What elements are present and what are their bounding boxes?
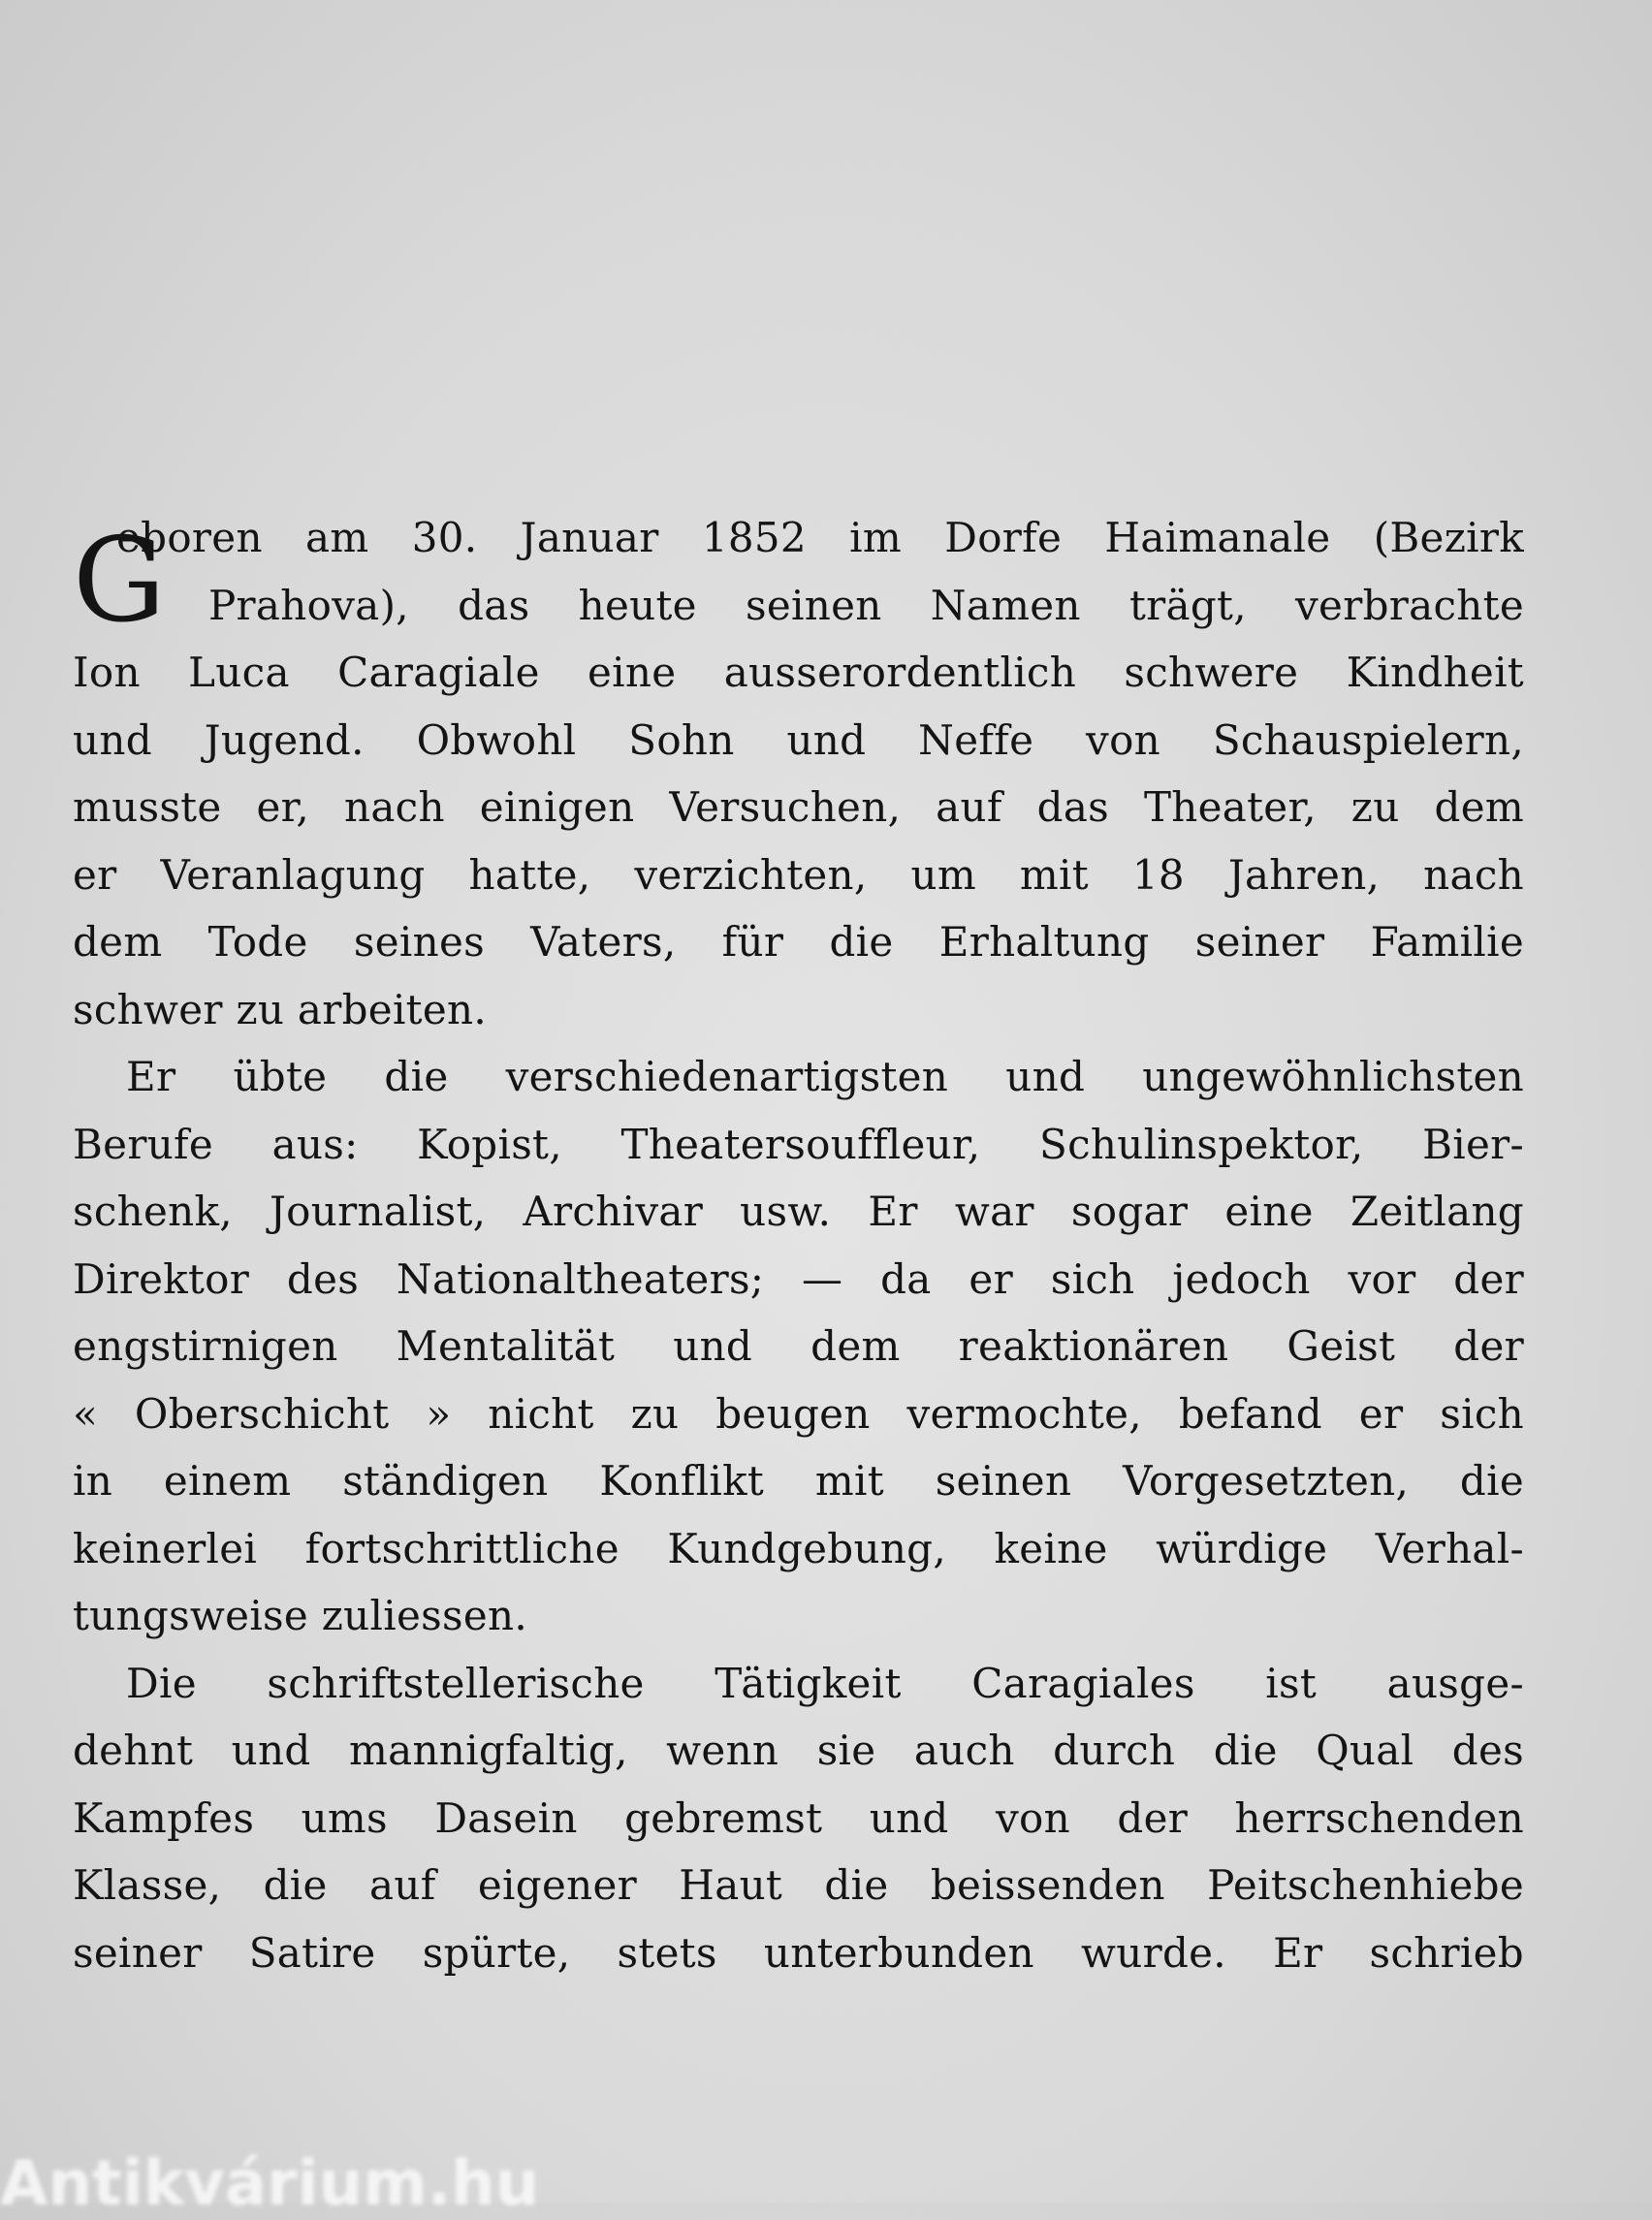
text-line: schenk, Journalist, Archivar usw. Er war sogar eine Zeitlang xyxy=(73,1188,1524,1235)
text-line: engstirnigen Mentalität und dem reaktionären Geist der xyxy=(73,1322,1524,1370)
watermark: Antikvárium.hu xyxy=(0,2148,540,2220)
text-line: keinerlei fortschrittliche Kundgebung, keine würdige Verhal- xyxy=(73,1524,1524,1572)
text-line: und Jugend. Obwohl Sohn und Neffe von Schauspielern, xyxy=(73,715,1524,764)
text-line: dem Tode seines Vaters, für die Erhaltung seiner Familie xyxy=(73,918,1524,966)
text-line: Prahova), das heute seinen Namen trägt, verbrachte xyxy=(208,581,1524,629)
text-line: Klasse, die auf eigener Haut die beissenden Peitschenhiebe xyxy=(73,1861,1524,1909)
text-line: tungsweise zuliessen. xyxy=(73,1592,527,1639)
text-line: « Oberschicht » nicht zu beugen vermochte, befand er sich xyxy=(73,1389,1524,1438)
drop-cap: G xyxy=(73,514,166,649)
page-text xyxy=(73,504,1524,1986)
text-line: in einem ständigen Konflikt mit seinen Vorgesetzten, die xyxy=(73,1457,1524,1505)
text-line: eboren am 30. Januar 1852 im Dorfe Haimanale (Bezirk xyxy=(116,514,1524,561)
text-line: schwer zu arbeiten. xyxy=(73,985,488,1033)
text-line: Kampfes ums Dasein gebremst und von der herrschenden xyxy=(73,1793,1524,1842)
text-line: er Veranlagung hatte, verzichten, um mit 18 Jahren, nach xyxy=(73,850,1524,899)
text-line: Ion Luca Caragiale eine ausserordentlich schwere Kindheit xyxy=(73,649,1524,696)
text-line: Direktor des Nationaltheaters; — da er sich jedoch vor der xyxy=(73,1254,1524,1303)
text-line: Er übte die verschiedenartigsten und ungewöhnlichsten xyxy=(126,1053,1524,1100)
text-line: Die schriftstellerische Tätigkeit Caragiales ist ausge- xyxy=(126,1659,1524,1707)
text-line: dehnt und mannigfaltig, wenn sie auch durch die Qual des xyxy=(73,1727,1524,1774)
text-line: Berufe aus: Kopist, Theatersouffleur, Schulinspektor, Bier- xyxy=(73,1120,1524,1168)
text-line: musste er, nach einigen Versuchen, auf das Theater, zu dem xyxy=(73,783,1524,831)
text-line: seiner Satire spürte, stets unterbunden wurde. Er schrieb xyxy=(73,1928,1524,1977)
